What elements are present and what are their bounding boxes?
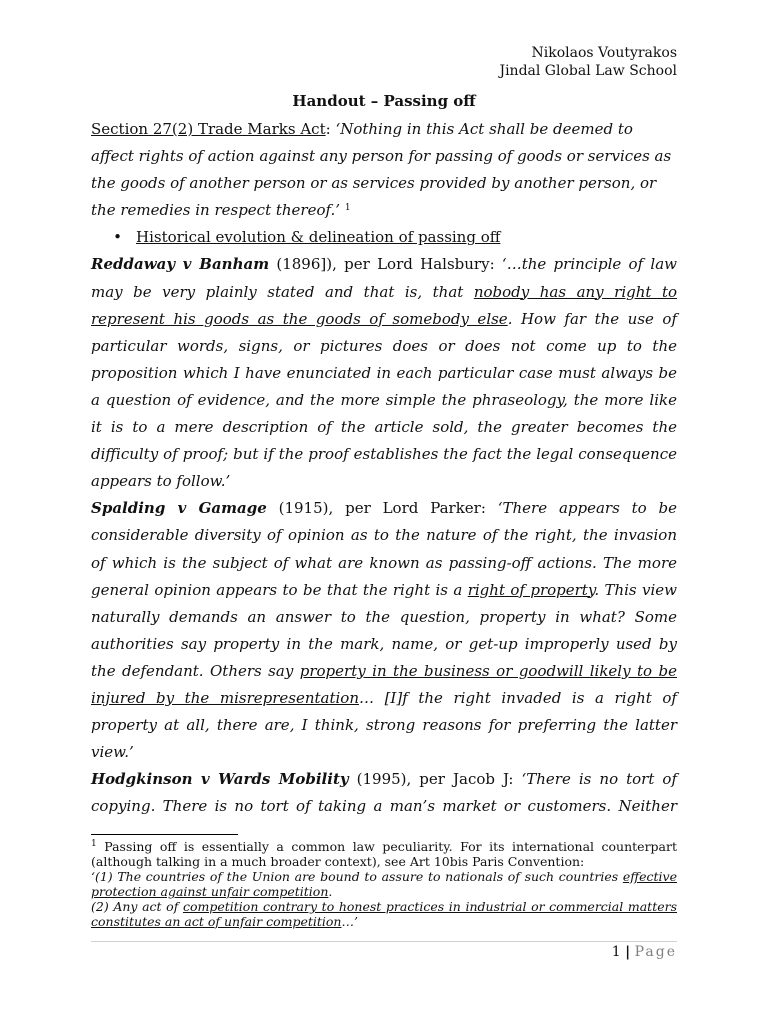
page-label: Page <box>634 944 677 960</box>
case-citation: (1896]), per Lord Halsbury: <box>269 255 502 274</box>
page-footer <box>612 944 677 960</box>
case-citation: (1995), per Jacob J: <box>348 770 522 789</box>
bullet-heading: Historical evolution & delineation of passing off <box>136 228 501 247</box>
bullet-icon: • <box>113 228 122 247</box>
section-reference: Section 27(2) Trade Marks Act <box>91 120 326 138</box>
case-paragraph-reddaway: Reddaway v Banham (1896]), per Lord Halsbury: ‘…the principle of law may be very plainly stated and that is, that nobody has any right to represent his goods as the goods of somebody else. How far the use of particular words, signs, or pictures does or does not come up to the proposition which I have enunciated in each particular case must always be a question of evidence, and the more simple the phraseology, the more like it is to a mere description of the article sold, the greater becomes the difficulty of proof; but if the proof establishes the fact the legal consequence appears to follow.’ <box>91 255 678 491</box>
bullet-item <box>91 224 677 251</box>
underlined-quote: property in the business or goodwill likely to be injured by the misrepresentation <box>91 661 677 707</box>
section-paragraph: Section 27(2) Trade Marks Act: ‘Nothing in this Act shall be deemed to affect rights of action against any person for passing of goods or services as the goods of another person or as services provided by another person, or the remedies in respect thereof.’ $^1$ <box>91 120 672 220</box>
footnote: $^1$ Passing off is essentially a common law peculiarity. For its international counterpart (although talking in a much broader context), see Art 10bis Paris Convention: ‘(1) The countries of the Union are bound to assure to nationals of such countries effective protection against unfair competition. (2) Any act of competition contrary to honest practices in industrial or commercial matters constitutes an act of unfair competition…’ <box>91 839 678 929</box>
case-paragraph-spalding: Spalding v Gamage (1915), per Lord Parker: ‘There appears to be considerable diversity of opinion as to the nature of the right, the invasion of which is the subject of what are known as passing-off actions. The more general opinion appears to be that the right is a right of property. This view naturally demands an answer to the question, property in what? Some authorities say property in the mark, name, or get-up improperly used by the defendant. Others say property in the business or goodwill likely to be injured by the misrepresentation… [I]f the right invaded is a right of property at all, there are, I think, strong reasons for preferring the latter view.’ <box>91 499 678 762</box>
footnote-number: 1 <box>91 839 97 849</box>
underlined-quote: nobody has any right to represent his goods as the goods of somebody else <box>91 282 678 328</box>
page-number: 1 <box>611 944 621 960</box>
case-name: Spalding v Gamage <box>91 499 267 518</box>
case-citation: (1915), per Lord Parker: <box>266 499 498 518</box>
underlined-quote: right of property <box>467 580 595 599</box>
footnote-separator <box>91 834 238 835</box>
section-quote: ‘Nothing in this Act shall be deemed to affect rights of action against any person for passing of goods or services as the goods of another person or as services provided by another person, or the remedies in respect thereof.’ <box>91 120 672 220</box>
footnote-reference[interactable]: 1 <box>344 203 351 214</box>
footer-divider <box>91 941 677 942</box>
page-title: Handout – Passing off <box>292 92 476 110</box>
footer-separator: | <box>625 944 631 960</box>
case-name: Reddaway v Banham <box>91 255 270 274</box>
case-paragraph-hodgkinson: Hodgkinson v Wards Mobility (1995), per Jacob J: ‘There is no tort of copying. There is no tort of taking a man’s market or customers. Neither <box>91 770 677 816</box>
header <box>499 44 677 80</box>
institution-name: Jindal Global Law School <box>499 63 677 79</box>
document-body <box>91 116 677 820</box>
case-name: Hodgkinson v Wards Mobility <box>91 770 349 789</box>
author-name: Nikolaos Voutyrakos <box>531 45 677 61</box>
